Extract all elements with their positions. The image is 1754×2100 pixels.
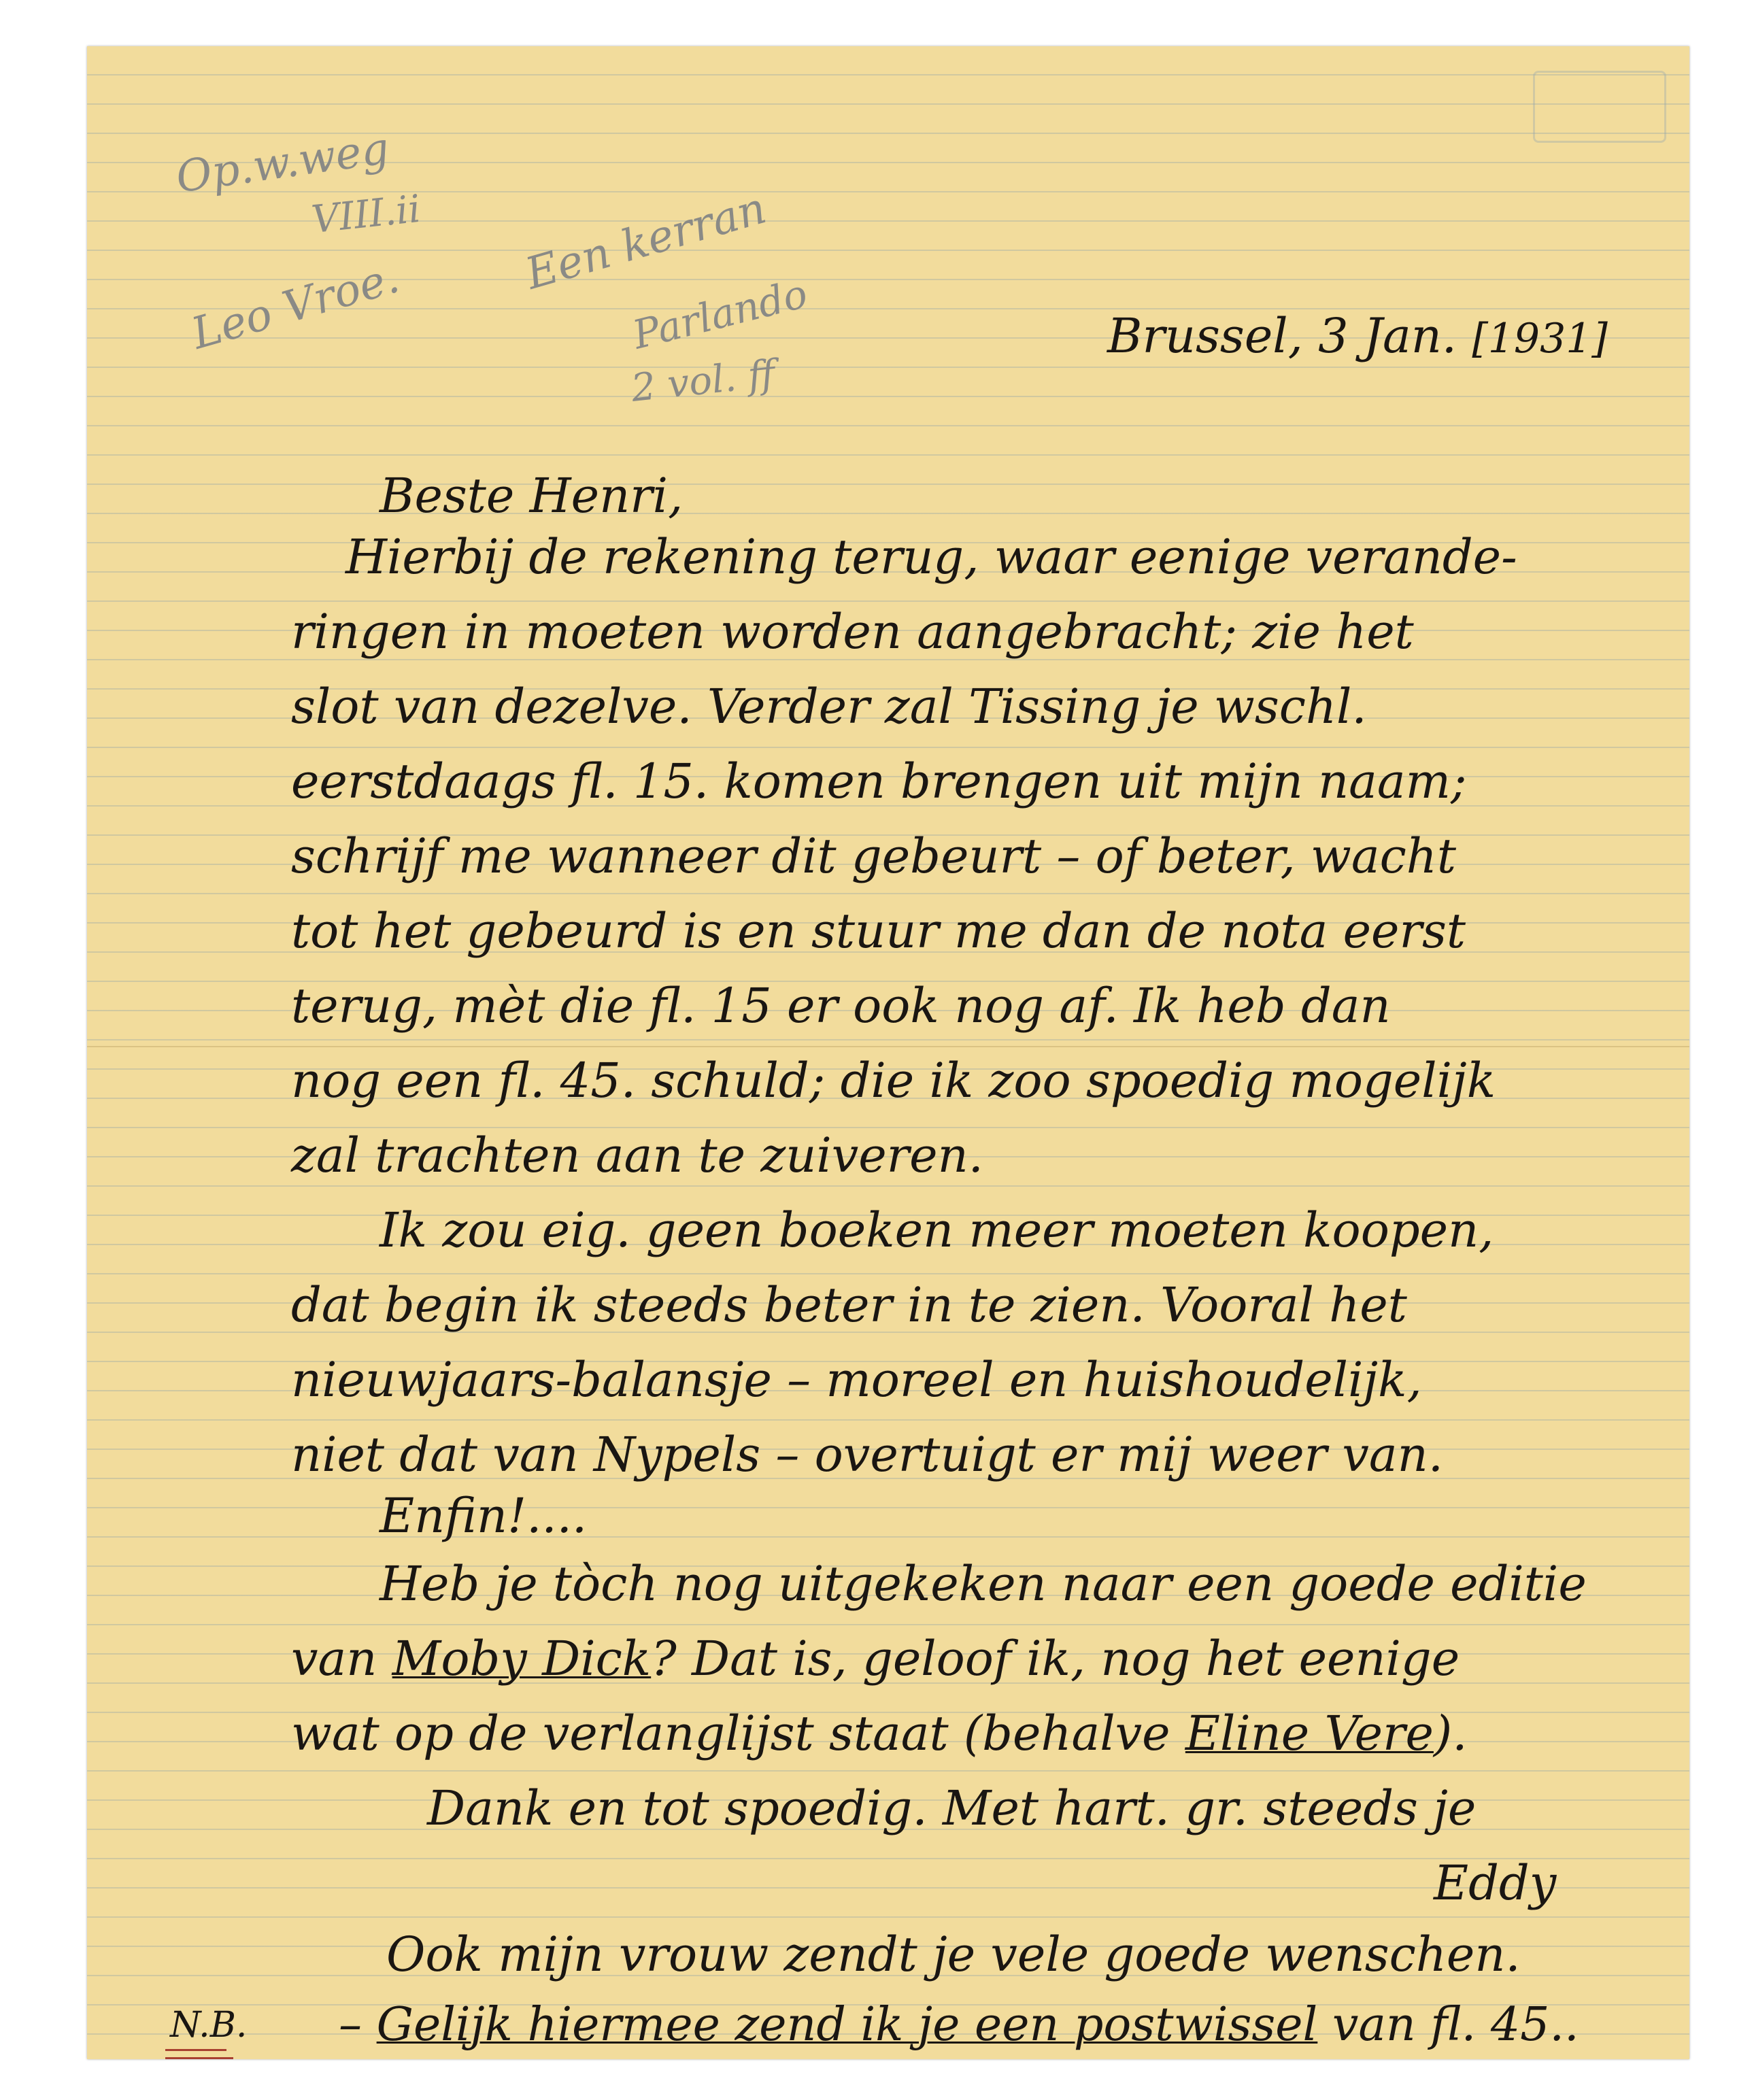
letter-line: Ik zou eig. geen boeken meer moeten koopen, bbox=[380, 1202, 1494, 1258]
nb-text-underlined: Gelijk hiermee zend ik je een postwissel bbox=[376, 1998, 1318, 2052]
pencil-note: 2 vol. ff bbox=[629, 352, 777, 411]
pencil-note: Op.w.weg bbox=[173, 123, 392, 203]
letter-line bbox=[291, 1631, 1460, 1687]
letter-line: dat begin ik steeds beter in te zien. Vooral het bbox=[291, 1277, 1407, 1333]
letter-line: Heb je tòch nog uitgekeken naar een goede editie bbox=[380, 1556, 1587, 1612]
letter-line: slot van dezelve. Verder zal Tissing je wschl. bbox=[291, 679, 1367, 734]
date-place: Brussel, 3 Jan. bbox=[1107, 308, 1457, 364]
letter-line: zal trachten aan te zuiveren. bbox=[291, 1128, 983, 1183]
letter-line bbox=[291, 1706, 1467, 1761]
letter-page bbox=[87, 46, 1689, 2059]
nb-label: N.B. bbox=[170, 2005, 248, 2046]
pencil-note: Parlando bbox=[628, 270, 812, 358]
nb-dash: – bbox=[339, 1998, 362, 2052]
letter-line: terug, mèt die fl. 15 er ook nog af. Ik heb dan bbox=[291, 978, 1391, 1034]
letter-line: Hierbij de rekening terug, waar eenige verande- bbox=[345, 529, 1517, 585]
archive-stamp bbox=[1533, 71, 1666, 143]
text-segment: van bbox=[291, 1631, 377, 1687]
letter-line: Enfin!.... bbox=[380, 1488, 588, 1544]
book-title-moby-dick: Moby Dick bbox=[392, 1631, 652, 1687]
nb-underline-mark bbox=[165, 2057, 233, 2059]
text-segment: ). bbox=[1433, 1706, 1468, 1761]
letter-line: nieuwjaars-balansje – moreel en huishoudelijk, bbox=[291, 1352, 1422, 1408]
letter-line: ringen in moeten worden aangebracht; zie het bbox=[291, 604, 1414, 660]
letter-line: niet dat van Nypels – overtuigt er mij weer van. bbox=[291, 1427, 1443, 1483]
text-segment: wat op de verlanglijst staat (behalve bbox=[291, 1706, 1170, 1761]
nb-text-rest: van fl. 45.. bbox=[1332, 1998, 1579, 2052]
letter-line: schrijf me wanneer dit gebeurt – of beter, wacht bbox=[291, 828, 1457, 884]
salutation: Beste Henri, bbox=[380, 468, 684, 524]
nb-line bbox=[339, 1998, 1579, 2052]
page-fold bbox=[87, 1046, 1689, 1047]
letter-line: nog een fl. 45. schuld; die ik zoo spoedig mogelijk bbox=[291, 1053, 1496, 1108]
date-year: [1931] bbox=[1472, 315, 1608, 362]
pencil-note: Leo Vroe. bbox=[186, 252, 405, 360]
nb-underline-mark bbox=[165, 2049, 226, 2051]
text-segment: ? Dat is, geloof ik, nog het eenige bbox=[651, 1631, 1460, 1687]
signature: Eddy bbox=[1434, 1855, 1557, 1911]
letter-line: Dank en tot spoedig. Met hart. gr. steeds je bbox=[427, 1780, 1477, 1836]
pencil-note: Een kerran bbox=[520, 183, 772, 300]
book-title-eline-vere: Eline Vere bbox=[1185, 1706, 1434, 1761]
postscript: Ook mijn vrouw zendt je vele goede wenschen. bbox=[386, 1927, 1521, 1982]
letter-line: tot het gebeurd is en stuur me dan de nota eerst bbox=[291, 903, 1466, 959]
pencil-note: VIII.ii bbox=[309, 186, 423, 243]
letter-line: eerstdaags fl. 15. komen brengen uit mijn naam; bbox=[291, 753, 1467, 809]
dateline bbox=[1107, 308, 1608, 364]
